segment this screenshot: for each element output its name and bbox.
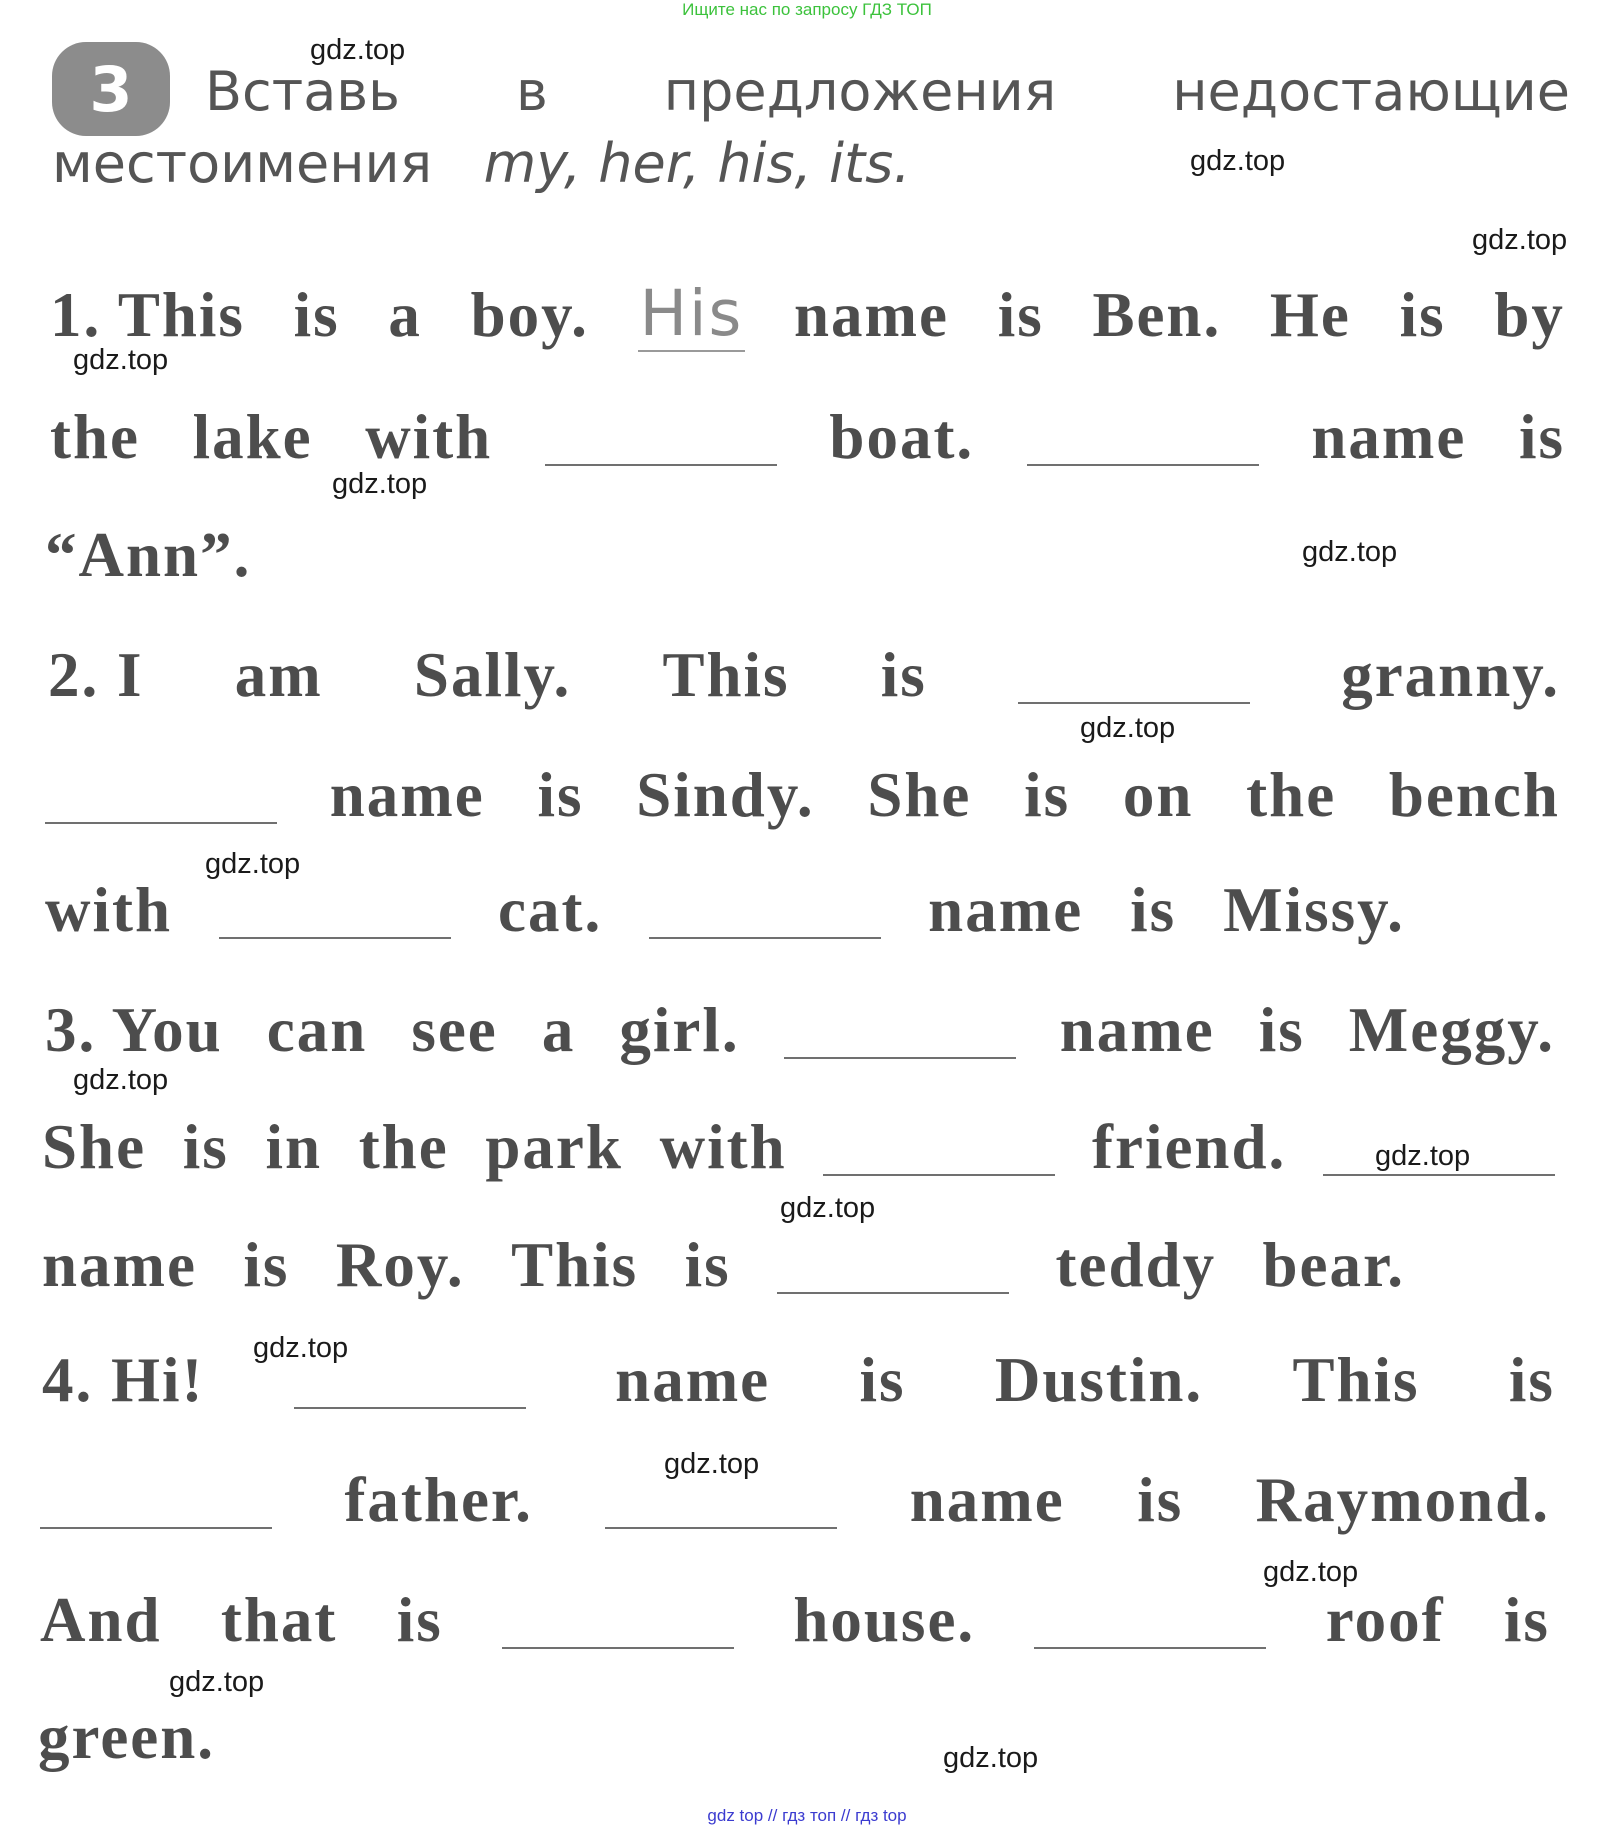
- word: He: [1269, 280, 1351, 350]
- watermark: gdz.top: [169, 1666, 265, 1698]
- word: granny.: [1341, 640, 1560, 710]
- word: is: [293, 280, 340, 350]
- word: father.: [344, 1465, 533, 1535]
- watermark: gdz.top: [310, 34, 406, 66]
- word: teddy: [1055, 1230, 1217, 1300]
- word: that: [220, 1585, 338, 1655]
- word: green.: [38, 1702, 216, 1772]
- word: is: [1503, 1585, 1550, 1655]
- word: can: [266, 995, 368, 1065]
- sentence-line: [40, 1585, 1550, 1657]
- word: with: [659, 1112, 787, 1182]
- watermark: gdz.top: [205, 848, 301, 880]
- answer-blank[interactable]: [502, 1646, 734, 1649]
- watermark: gdz.top: [943, 1742, 1039, 1774]
- word: name: [615, 1345, 771, 1415]
- instruction-word: Вставь: [205, 60, 400, 123]
- sentence-line: [42, 1112, 1555, 1184]
- word: is: [1399, 280, 1446, 350]
- answer-blank[interactable]: [1018, 701, 1250, 704]
- word: Dustin.: [994, 1345, 1204, 1415]
- sentence-line: [45, 875, 1405, 947]
- sentence-line: [50, 277, 1565, 352]
- word: is: [997, 280, 1044, 350]
- answer-blank[interactable]: [1323, 1173, 1555, 1176]
- word: lake: [192, 402, 313, 472]
- word: 2. I: [48, 640, 144, 710]
- word: Sindy.: [636, 760, 815, 830]
- word: house.: [793, 1585, 976, 1655]
- word: with: [365, 402, 493, 472]
- word: Sally.: [413, 640, 572, 710]
- watermark: gdz.top: [1375, 1140, 1471, 1172]
- word: 3. You: [45, 995, 223, 1065]
- word: is: [1024, 760, 1071, 830]
- word: Raymond.: [1255, 1465, 1550, 1535]
- watermark: gdz.top: [332, 468, 428, 500]
- answer-blank[interactable]: [45, 821, 277, 824]
- word: This: [511, 1230, 639, 1300]
- watermark: gdz.top: [253, 1332, 349, 1364]
- footer-links: gdz top // гдз топ // гдз top: [707, 1806, 907, 1825]
- sentence-line: [45, 995, 1555, 1067]
- word: And: [40, 1585, 162, 1655]
- instruction-word: предложения: [663, 60, 1057, 123]
- sentence-line: [48, 640, 1560, 712]
- word: She: [867, 760, 972, 830]
- watermark: gdz.top: [1263, 1556, 1359, 1588]
- sentence-line: [42, 1230, 1405, 1302]
- instruction-prefix: местоимения: [52, 132, 433, 195]
- word: on: [1122, 760, 1194, 830]
- exercise-number-badge: 3: [52, 42, 170, 136]
- word: Meggy.: [1348, 995, 1555, 1065]
- word: is: [684, 1230, 731, 1300]
- word: name: [794, 280, 949, 350]
- word: is: [859, 1345, 906, 1415]
- answer-blank[interactable]: [649, 936, 881, 939]
- word: in: [265, 1112, 322, 1182]
- watermark: gdz.top: [73, 1064, 169, 1096]
- sentence-line: [50, 402, 1565, 474]
- answer-blank[interactable]: [40, 1526, 272, 1529]
- word: the: [358, 1112, 449, 1182]
- word: the: [1246, 760, 1337, 830]
- watermark: gdz.top: [73, 344, 169, 376]
- word: is: [1258, 995, 1305, 1065]
- answer-blank[interactable]: [294, 1406, 526, 1409]
- word: a: [388, 280, 422, 350]
- word: bear.: [1262, 1230, 1405, 1300]
- word: name: [329, 760, 485, 830]
- word: 4. Hi!: [42, 1345, 205, 1415]
- watermark: gdz.top: [1472, 224, 1568, 256]
- watermark: gdz.top: [1190, 145, 1286, 177]
- instruction-word: в: [515, 60, 548, 123]
- answer-blank[interactable]: [823, 1173, 1055, 1176]
- word: is: [880, 640, 927, 710]
- word: name: [1311, 402, 1467, 472]
- word: roof: [1325, 1585, 1445, 1655]
- watermark: gdz.top: [1080, 712, 1176, 744]
- answer-blank[interactable]: [219, 936, 451, 939]
- word: am: [234, 640, 323, 710]
- sentence-line: [45, 520, 252, 592]
- watermark: gdz.top: [664, 1448, 760, 1480]
- word: boat.: [829, 402, 975, 472]
- sentence-line: [45, 760, 1560, 832]
- answer-blank[interactable]: [545, 463, 777, 466]
- word: bench: [1388, 760, 1560, 830]
- answer-blank[interactable]: [777, 1291, 1009, 1294]
- answer-blank[interactable]: [1027, 463, 1259, 466]
- site-note: Ищите нас по запросу ГДЗ ТОП: [682, 0, 932, 19]
- word: is: [182, 1112, 229, 1182]
- word: by: [1494, 280, 1565, 350]
- word: is: [1518, 402, 1565, 472]
- word: is: [1130, 875, 1177, 945]
- word: see: [411, 995, 498, 1065]
- word: name: [928, 875, 1084, 945]
- word: name: [1059, 995, 1215, 1065]
- instruction-word: недостающие: [1172, 60, 1570, 123]
- sentence-line: [40, 1465, 1550, 1537]
- word: friend.: [1092, 1112, 1287, 1182]
- word: girl.: [619, 995, 740, 1065]
- word: a: [541, 995, 576, 1065]
- word: Roy.: [335, 1230, 465, 1300]
- word: name: [909, 1465, 1065, 1535]
- word: cat.: [498, 875, 603, 945]
- word: Missy.: [1223, 875, 1405, 945]
- answer-blank[interactable]: [784, 1056, 1016, 1059]
- word: This: [1292, 1345, 1420, 1415]
- word: is: [537, 760, 584, 830]
- word: is: [243, 1230, 290, 1300]
- word: This: [662, 640, 790, 710]
- word: with: [45, 875, 173, 945]
- word: park: [485, 1112, 623, 1182]
- word: Ben.: [1092, 280, 1222, 350]
- pronoun-list: my, her, his, its.: [483, 132, 911, 195]
- word: is: [1508, 1345, 1555, 1415]
- word: 1. This: [50, 280, 245, 350]
- answer-blank[interactable]: [1034, 1646, 1266, 1649]
- instruction-line-2: [52, 132, 910, 195]
- instruction-line-1: [205, 60, 1570, 123]
- answer-blank[interactable]: [605, 1526, 837, 1529]
- word: the: [50, 402, 140, 472]
- watermark: gdz.top: [780, 1192, 876, 1224]
- word: name: [42, 1230, 197, 1300]
- word: “Ann”.: [45, 520, 252, 590]
- word: is: [1137, 1465, 1184, 1535]
- sentence-line: [38, 1702, 216, 1774]
- word: is: [396, 1585, 443, 1655]
- watermark: gdz.top: [1302, 536, 1398, 568]
- example-answer: His: [639, 277, 744, 350]
- word: boy.: [470, 280, 589, 350]
- word: She: [42, 1112, 147, 1182]
